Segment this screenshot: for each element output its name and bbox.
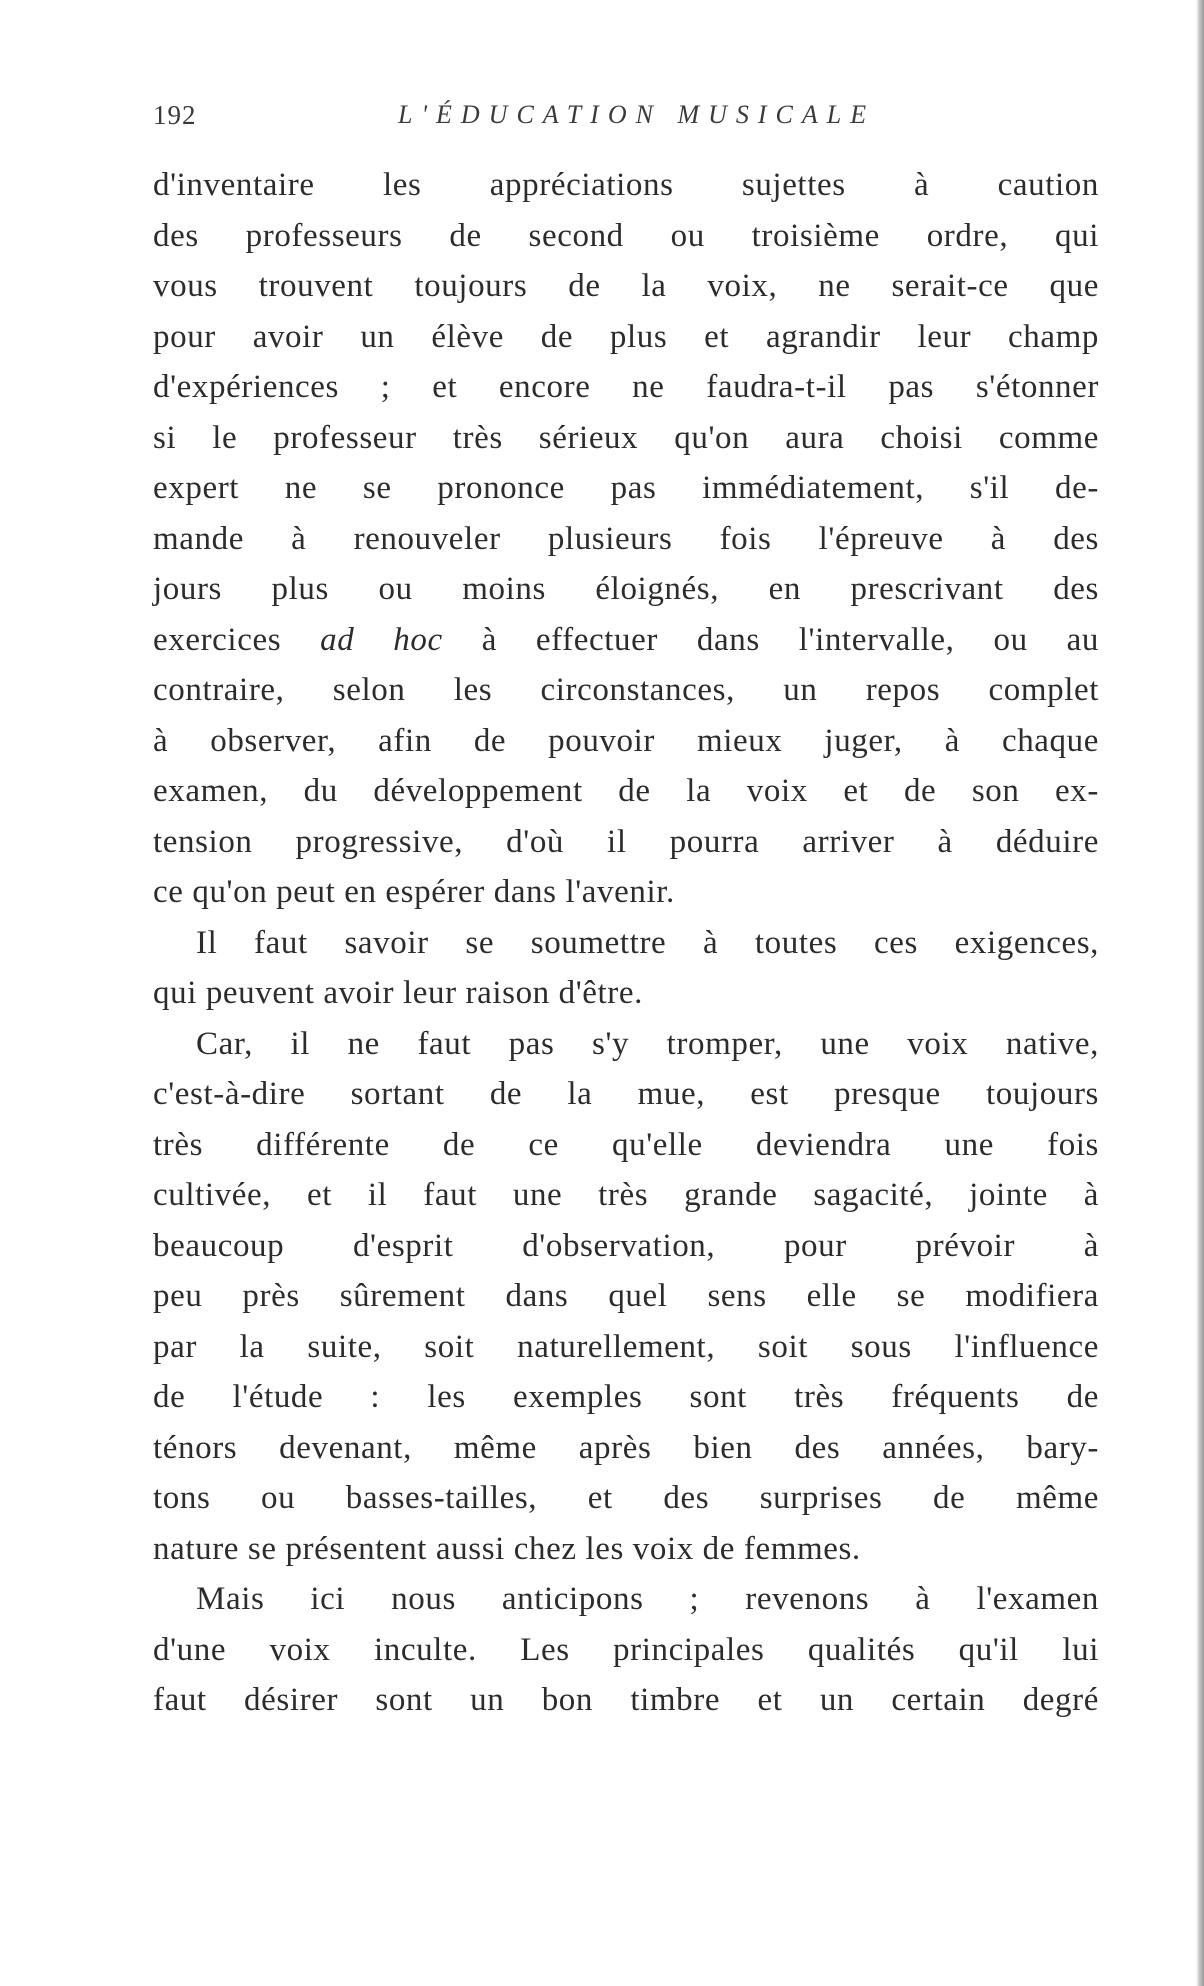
paragraph-end-line: qui peuvent avoir leur raison d'être.: [153, 975, 643, 1011]
text-segment: à effectuer dans l'intervalle, ou au: [442, 621, 1099, 658]
text-line: beaucoup d'esprit d'observation, pour prévoir à: [153, 1227, 1099, 1264]
text-line: des professeurs de second ou troisième ordre, qui: [153, 217, 1099, 254]
page-header: [153, 100, 1103, 144]
text-line: expert ne se prononce pas immédiatement, s'il de-: [153, 470, 1099, 506]
text-line: si le professeur très sérieux qu'on aura choisi comme: [153, 419, 1099, 456]
page-edge-shadow: [1196, 0, 1204, 1986]
text-line: contraire, selon les circonstances, un repos complet: [153, 672, 1099, 708]
text-line: d'inventaire les appréciations sujettes à caution: [153, 167, 1099, 203]
paragraph-start-line: Car, il ne faut pas s'y tromper, une voix native,: [196, 1025, 1099, 1062]
text-line: par la suite, soit naturellement, soit sous l'influence: [153, 1328, 1099, 1365]
paragraph-end-line: ce qu'on peut en espérer dans l'avenir.: [153, 874, 675, 910]
text-line: vous trouvent toujours de la voix, ne serait-ce que: [153, 268, 1099, 304]
text-line: c'est-à-dire sortant de la mue, est presque toujours: [153, 1076, 1099, 1112]
text-line: tension progressive, d'où il pourra arriver à déduire: [153, 823, 1099, 860]
paragraph-start-line: Mais ici nous anticipons ; revenons à l'examen: [196, 1581, 1099, 1617]
text-line: à observer, afin de pouvoir mieux juger, à chaque: [153, 722, 1099, 759]
text-line: d'une voix inculte. Les principales qualités qu'il lui: [153, 1631, 1099, 1668]
text-line: examen, du développement de la voix et de son ex-: [153, 773, 1099, 809]
text-line: peu près sûrement dans quel sens elle se modifiera: [153, 1278, 1099, 1314]
paragraph-end-line: nature se présentent aussi chez les voix de femmes.: [153, 1530, 861, 1567]
running-title: L'ÉDUCATION MUSICALE: [398, 100, 876, 129]
text-line: très différente de ce qu'elle deviendra une fois: [153, 1126, 1099, 1163]
text-line: de l'étude : les exemples sont très fréquents de: [153, 1379, 1099, 1415]
text-line: d'expériences ; et encore ne faudra-t-il pas s'étonner: [153, 369, 1099, 405]
page-number: 192: [153, 100, 197, 130]
body-text: [153, 160, 1099, 1726]
text-segment: exercices: [153, 621, 321, 658]
text-line: cultivée, et il faut une très grande sagacité, jointe à: [153, 1177, 1099, 1213]
text-line: pour avoir un élève de plus et agrandir leur champ: [153, 318, 1099, 355]
latin-phrase: ad hoc: [320, 621, 443, 658]
text-line: mande à renouveler plusieurs fois l'épreuve à des: [153, 520, 1099, 557]
paragraph-start-line: Il faut savoir se soumettre à toutes ces exigences,: [196, 924, 1099, 961]
text-line: jours plus ou moins éloignés, en prescrivant des: [153, 571, 1099, 607]
text-line: faut désirer sont un bon timbre et un certain degré: [153, 1682, 1099, 1718]
text-line: ténors devenant, même après bien des années, bary-: [153, 1429, 1099, 1466]
text-line: [153, 615, 1099, 666]
text-line: tons ou basses-tailles, et des surprises de même: [153, 1480, 1099, 1516]
